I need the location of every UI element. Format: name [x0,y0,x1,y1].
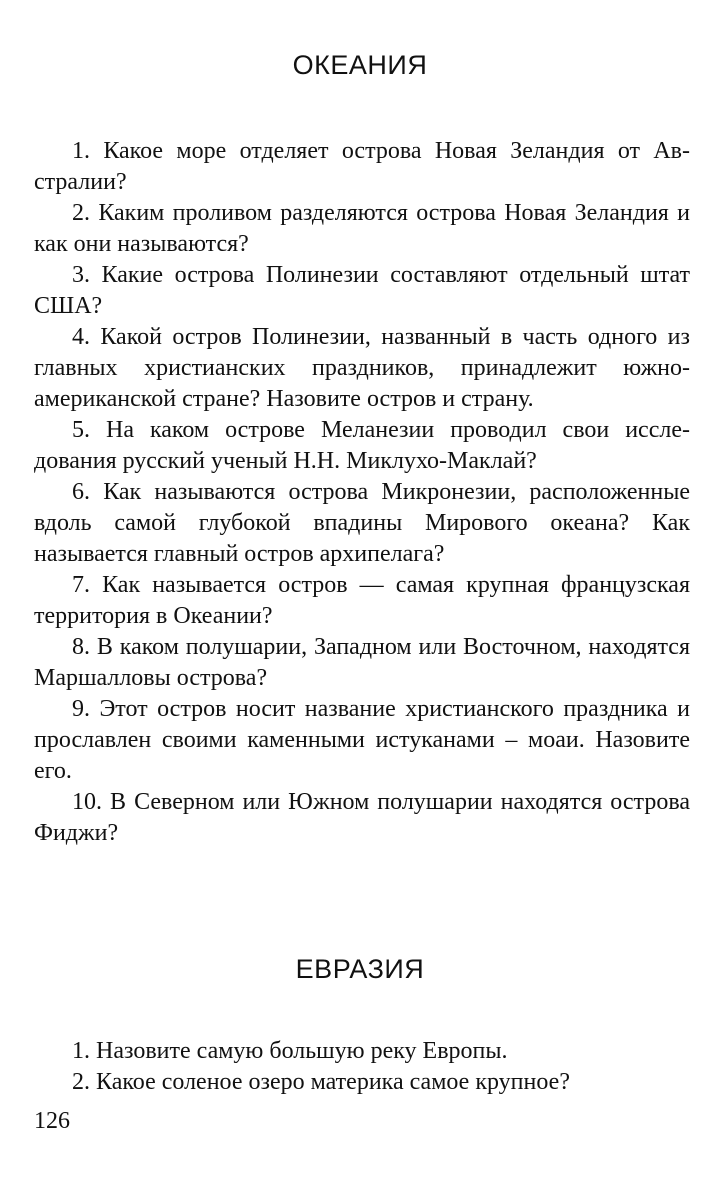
question-item: 4. Какой остров Полинезии, названный в часть одного из главных христианских праздников, принадлежит южноамериканской стране? Назовите остров и страну. [34,324,690,412]
question-item: 6. Как называются острова Микронезии, расположенные вдоль самой глубокой впадины Мирового океана? Как называется главный остров архипелага? [34,479,690,567]
question-list-oceania [34,136,690,849]
section-title-oceania: ОКЕАНИЯ [292,50,428,80]
page-number: 126 [34,1108,70,1134]
question-list-eurasia [34,1036,690,1098]
question-item: 2. Какое соленое озеро материка самое крупное? [72,1069,570,1095]
question-item: 2. Каким проливом разделяются острова Новая Зеландия и как они называются? [34,200,690,257]
question-item: 7. Как называется остров — самая крупная французская территория в Океании? [34,572,690,629]
question-item: 8. В каком полушарии, Западном или Восточном, находятся Маршалловы острова? [34,634,690,691]
question-item: 3. Какие острова Полинезии составляют отдельный штат США? [34,262,690,319]
question-item: 1. Какое море отделяет острова Новая Зеландия от Австралии? [34,138,690,195]
section-title-eurasia: ЕВРАЗИЯ [295,954,425,984]
question-item: 10. В Северном или Южном полушарии находятся острова Фиджи? [34,789,690,846]
question-item: 9. Этот остров носит название христианского праздника и прославлен своими каменными истуканами – моаи. Назовите его. [34,696,690,784]
question-item: 5. На каком острове Меланезии проводил свои исследования русский ученый Н.Н. Миклухо-Маклай? [34,417,690,474]
question-item: 1. Назовите самую большую реку Европы. [72,1038,508,1064]
